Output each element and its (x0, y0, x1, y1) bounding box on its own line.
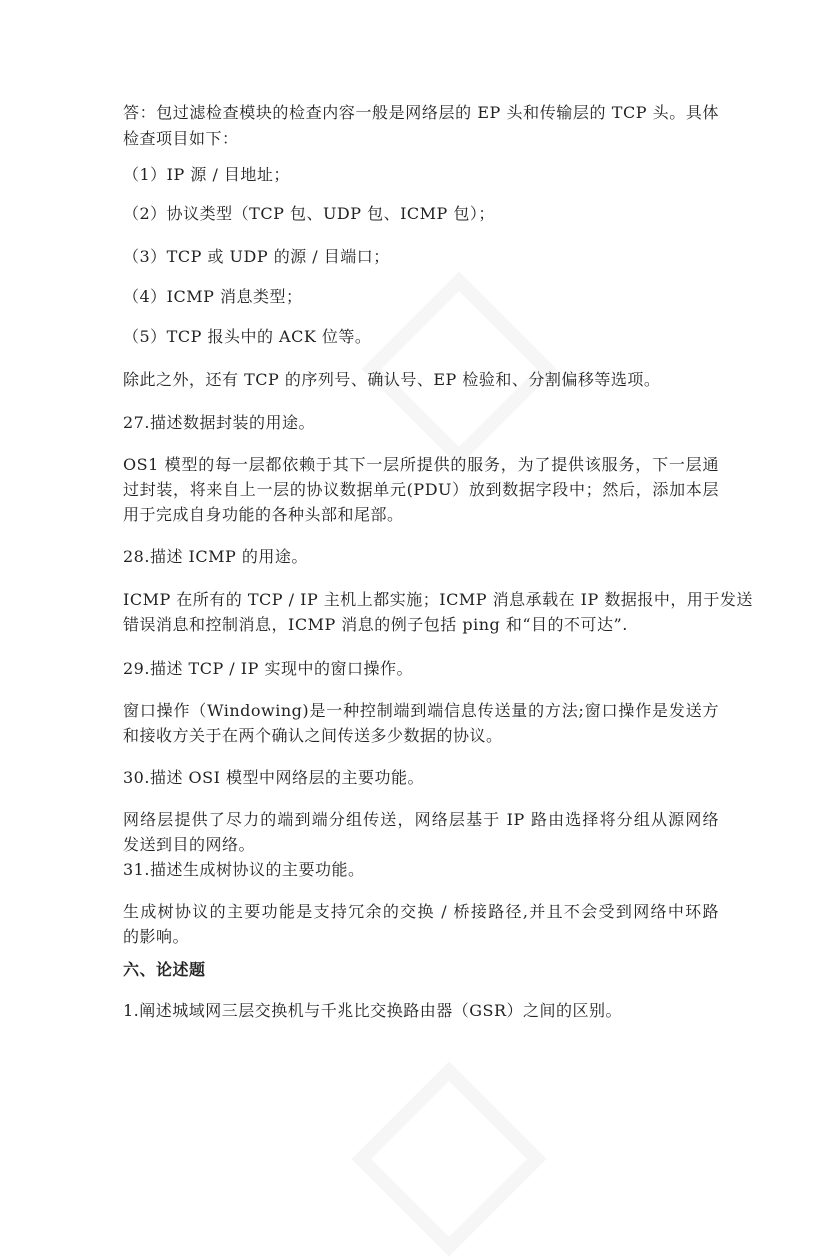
question-text: 1.阐述城域网三层交换机与千兆比交换路由器（GSR）之间的区别。 (123, 1001, 623, 1020)
paragraph-line: （2）协议类型（TCP 包、UDP 包、ICMP 包）； (123, 204, 495, 223)
paragraph-line: OS1 模型的每一层都依赖于其下一层所提供的服务，为了提供该服务，下一层通 (123, 455, 719, 474)
paragraph-line: （1）IP 源 / 目地址； (123, 165, 290, 184)
watermark (351, 1061, 546, 1256)
section-heading: 六、论述题 (123, 960, 206, 979)
paragraph-line: （5）TCP 报头中的 ACK 位等。 (123, 327, 372, 346)
question-text: 29.描述 TCP / IP 实现中的窗口操作。 (123, 659, 413, 678)
paragraph-line: 答：包过滤检查模块的检查内容一般是网络层的 EP 头和传输层的 TCP 头。具体 (123, 103, 719, 122)
paragraph-line: 窗口操作（Windowing)是一种控制端到端信息传送量的方法;窗口操作是发送方 (123, 701, 719, 720)
paragraph-line: 检查项目如下： (123, 129, 239, 148)
paragraph-line: 过封装，将来自上一层的协议数据单元(PDU）放到数据字段中；然后，添加本层 (123, 480, 719, 499)
question-text: 27.描述数据封装的用途。 (123, 413, 315, 432)
paragraph-line: （3）TCP 或 UDP 的源 / 目端口； (123, 247, 390, 266)
paragraph-line: 生成树协议的主要功能是支持冗余的交换 / 桥接路径,并且不会受到网络中环路 (123, 902, 719, 921)
paragraph-line: （4）ICMP 消息类型； (123, 287, 303, 306)
paragraph-line: 和接收方关于在两个确认之间传送多少数据的协议。 (123, 726, 503, 745)
question-text: 30.描述 OSI 模型中网络层的主要功能。 (123, 768, 425, 787)
paragraph-line: 除此之外，还有 TCP 的序列号、确认号、EP 检验和、分割偏移等选项。 (123, 370, 661, 389)
question-text: 31.描述生成树协议的主要功能。 (123, 860, 365, 879)
paragraph-line: 网络层提供了尽力的端到端分组传送，网络层基于 IP 路由选择将分组从源网络 (123, 810, 719, 829)
question-text: 28.描述 ICMP 的用途。 (123, 547, 308, 566)
paragraph-line: 的影响。 (123, 927, 190, 946)
paragraph-line: 发送到目的网络。 (123, 835, 256, 854)
paragraph-line: ICMP 在所有的 TCP / IP 主机上都实施；ICMP 消息承载在 IP 数据报中，用于发送 (123, 590, 753, 609)
paragraph-line: 用于完成自身功能的各种头部和尾部。 (123, 505, 404, 524)
watermark (361, 271, 556, 466)
paragraph-line: 错误消息和控制消息，ICMP 消息的例子包括 ping 和“目的不可达”. (123, 615, 628, 634)
